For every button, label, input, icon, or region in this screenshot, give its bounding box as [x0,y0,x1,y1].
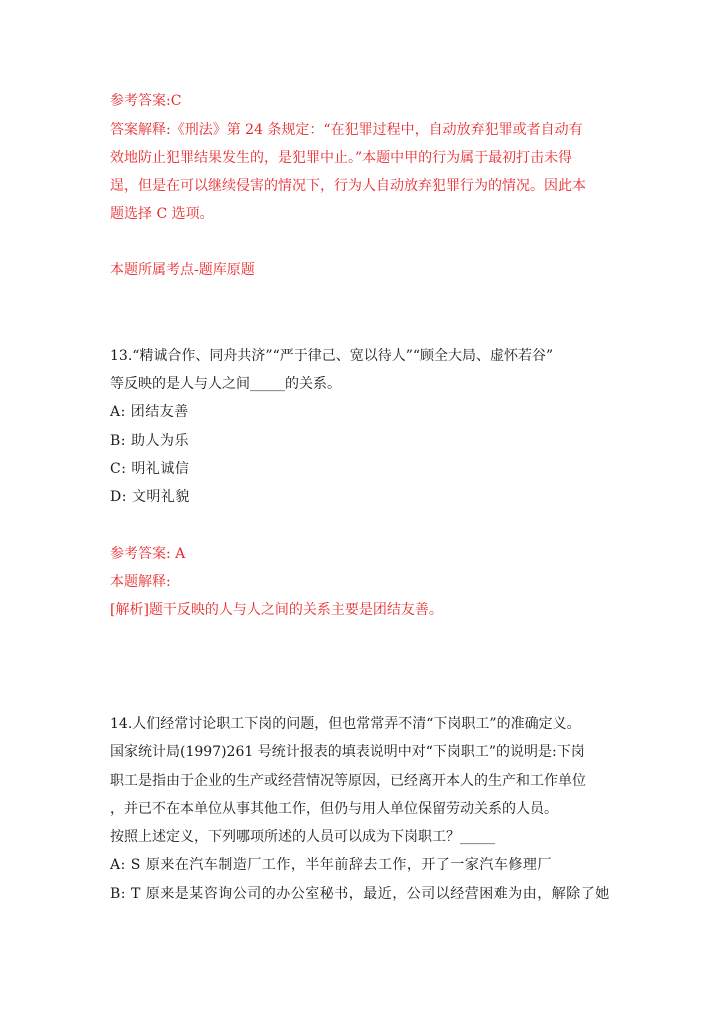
q13-stem-line: 等反映的是人与人之间_____的关系。 [110,376,341,392]
q13-option-d: D: 文明礼貌 [110,489,190,505]
q14-stem-line: 按照上述定义，下列哪项所述的人员可以成为下岗职工？_____ [110,829,495,845]
q14-option-b: B: T 原来是某咨询公司的办公室秘书，最近，公司以经营困难为由，解除了她 [110,886,610,902]
q12-explanation-line: 逞，但是在可以继续侵害的情况下，行为人自动放弃犯罪行为的情况。因此本 [110,178,586,194]
q12-explanation-line: 答案解释:《刑法》第 24 条规定：“在犯罪过程中，自动放弃犯罪或者自动有 [110,122,583,138]
q14-stem-line: 职工是指由于企业的生产或经营情况等原因，已经离开本人的生产和工作单位 [110,773,586,789]
q13-option-c: C: 明礼诚信 [110,461,190,477]
q12-explanation-line: 题选择 C 选项。 [110,206,214,222]
q12-source: 本题所属考点-题库原题 [110,262,255,278]
q13-stem-line: 13.“精诚合作、同舟共济”“严于律己、宽以待人”“顾全大局、虚怀若谷” [110,348,554,364]
q13-explanation-label: 本题解释: [110,574,171,590]
q13-option-b: B: 助人为乐 [110,433,189,449]
q13-explanation: [解析]题干反映的人与人之间的关系主要是团结友善。 [110,602,443,618]
q14-stem-line: 国家统计局(1997)261 号统计报表的填表说明中对“下岗职工”的说明是:下岗 [110,744,585,760]
q12-explanation-line: 效地防止犯罪结果发生的，是犯罪中止。”本题中甲的行为属于最初打击未得 [110,150,573,166]
q14-stem-line: ，并已不在本单位从事其他工作，但仍与用人单位保留劳动关系的人员。 [110,801,558,817]
q13-answer: 参考答案: A [110,546,186,562]
q13-option-a: A: 团结友善 [110,404,189,420]
q12-answer: 参考答案:C [110,93,182,109]
q14-option-a: A: S 原来在汽车制造厂工作，半年前辞去工作，开了一家汽车修理厂 [110,857,552,873]
q14-stem-line: 14.人们经常讨论职工下岗的问题，但也常常弄不清“下岗职工”的准确定义。 [110,716,581,732]
